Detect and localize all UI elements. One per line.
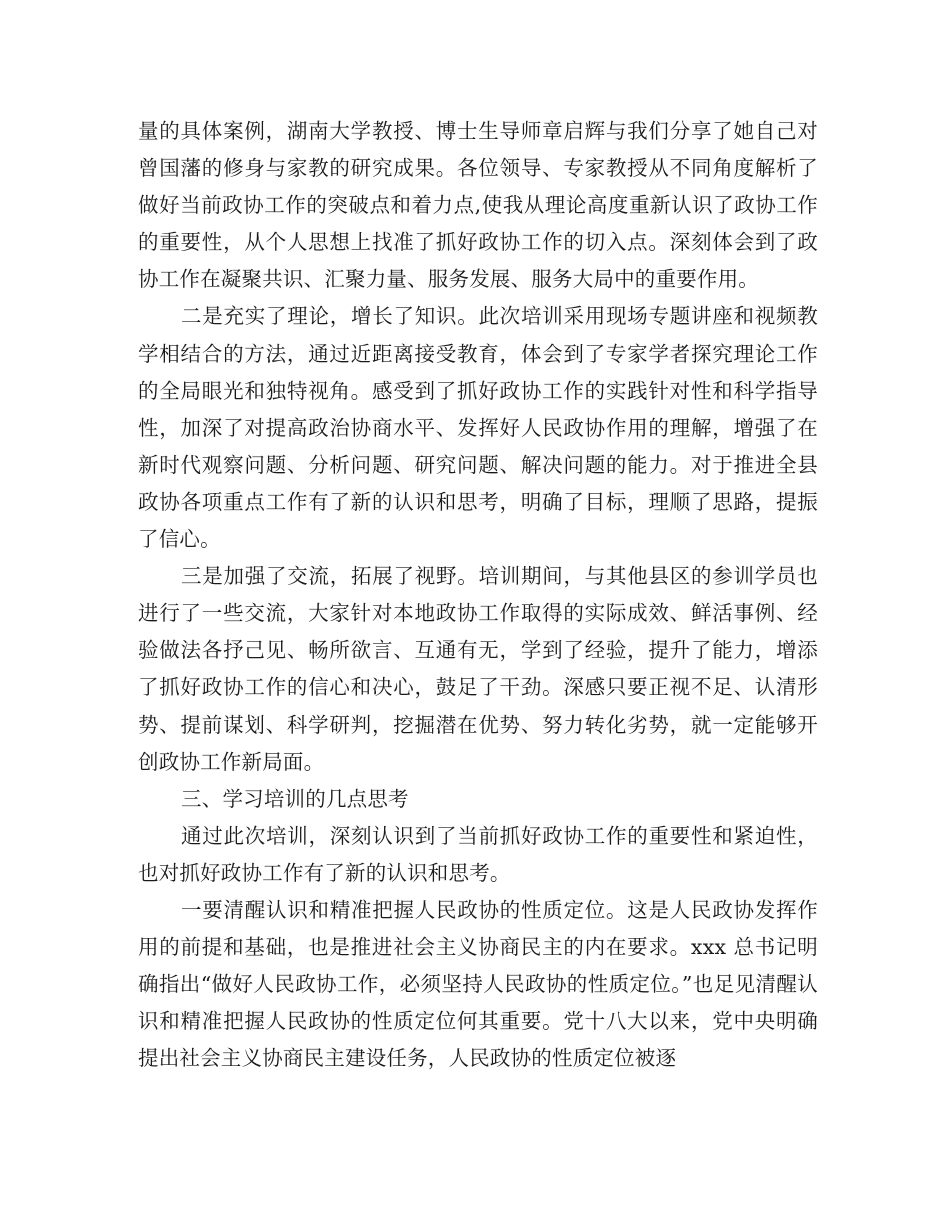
- paragraph-4: 通过此次培训，深刻认识到了当前抓好政协工作的重要性和紧迫性，也对抓好政协工作有了新的认识和思考。: [138, 823, 818, 885]
- paragraph-5: 一要清醒认识和精准把握人民政协的性质定位。这是人民政协发挥作用的前提和基础，也是推进社会主义协商民主的内在要求。xxx 总书记明确指出“做好人民政协工作，必须坚持人民政协的性质定位。”也足见清醒认识和精准把握人民政协的性质定位何其重要。党十八大以来，党中央明确提出社会主义协商民主建设任务，人民政协的性质定位被逐: [138, 897, 818, 1071]
- paragraph-1: 量的具体案例，湖南大学教授、博士生导师章启辉与我们分享了她自己对曾国藩的修身与家教的研究成果。各位领导、专家教授从不同角度解析了做好当前政协工作的突破点和着力点,使我从理论高度重新认识了政协工作的重要性，从个人思想上找准了抓好政协工作的切入点。深刻体会到了政协工作在凝聚共识、汇聚力量、服务发展、服务大局中的重要作用。: [138, 119, 818, 292]
- paragraph-3: 三是加强了交流，拓展了视野。培训期间，与其他县区的参训学员也进行了一些交流，大家针对本地政协工作取得的实际成效、鲜活事例、经验做法各抒己见、畅所欲言、互通有无，学到了经验，提升了能力，增添了抓好政协工作的信心和决心，鼓足了干劲。深感只要正视不足、认清形势、提前谋划、科学研判，挖掘潜在优势、努力转化劣势，就一定能够开创政协工作新局面。: [138, 564, 818, 774]
- document-body: [138, 113, 818, 1077]
- paragraph-2: 二是充实了理论，增长了知识。此次培训采用现场专题讲座和视频教学相结合的方法，通过近距离接受教育，体会到了专家学者探究理论工作的全局眼光和独特视角。感受到了抓好政协工作的实践针对性和科学指导性，加深了对提高政治协商水平、发挥好人民政协作用的理解，增强了在新时代观察问题、分析问题、研究问题、解决问题的能力。对于推进全县政协各项重点工作有了新的认识和思考，明确了目标，理顺了思路，提振了信心。: [138, 304, 818, 552]
- section-heading: 三、学习培训的几点思考: [181, 786, 409, 811]
